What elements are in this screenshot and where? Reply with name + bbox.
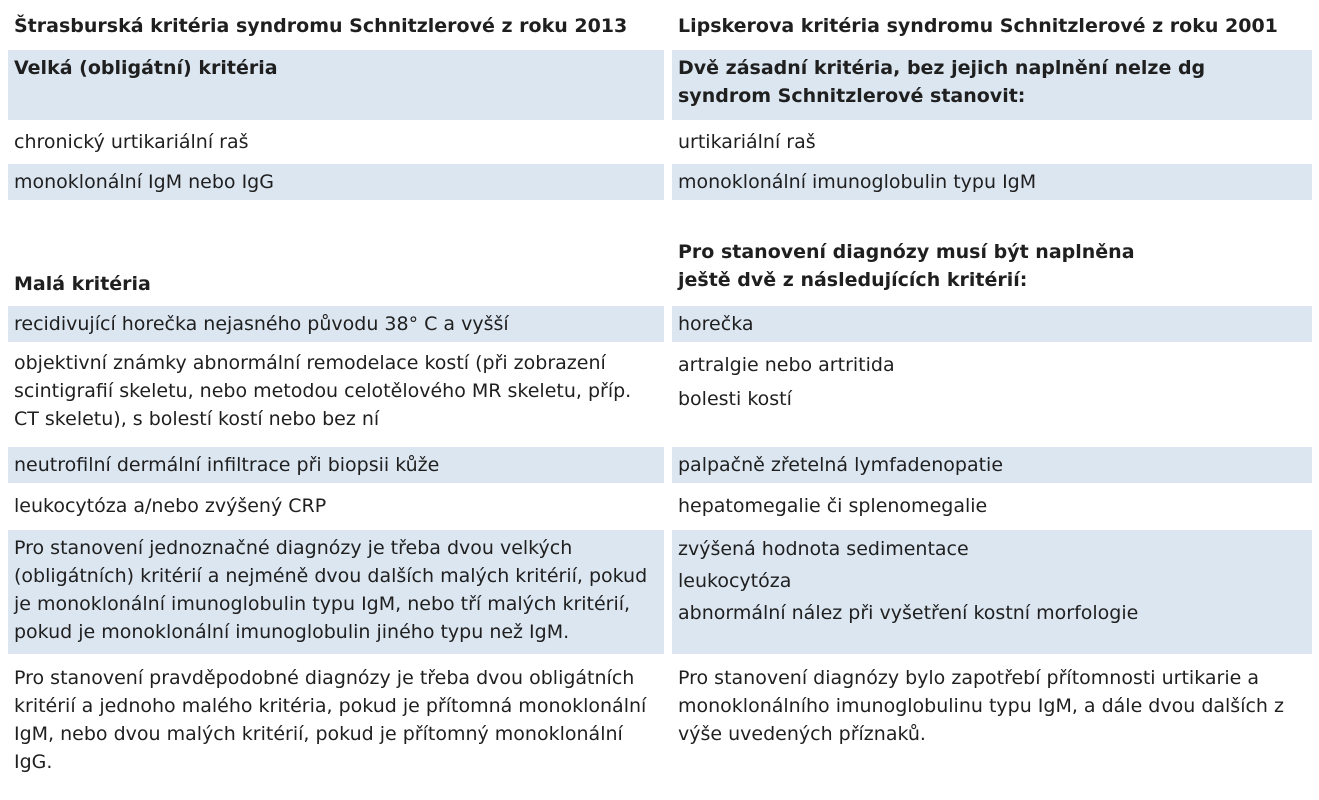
strasbourg-definite-text: Pro stanovení jednoznačné diagnózy je třeba dvou velkých (obligátních) kritérií a nejméně dvou dalších malých kritérií, pokud je monoklonální imunoglobulin typu IgM, nebo tří malých kritérií, pokud je monoklonální imunoglobulin jiného typu než IgM. bbox=[14, 537, 648, 643]
strasbourg-probable-diagnosis bbox=[8, 660, 664, 790]
lipsker-minor-item-group bbox=[672, 345, 1312, 441]
lipsker-major-item: monoklonální imunoglobulin typu IgM bbox=[672, 164, 1312, 200]
lipsker-minor-item: abnormální nález při vyšetření kostní morfologie bbox=[678, 602, 1139, 624]
lipsker-major-heading-text: Dvě zásadní kritéria, bez jejich naplnění nelze dg syndrom Schnitzlerové stanovit: bbox=[678, 57, 1206, 107]
lipsker-minor-item: hepatomegalie či splenomegalie bbox=[678, 495, 988, 517]
strasbourg-minor-item-text: objektivní známky abnormální remodelace kostí (při zobrazení scintigrafií skeletu, nebo metodou celotělového MR skeletu, příp. CT skeletu), s bolestí kostí nebo bez ní bbox=[14, 352, 632, 430]
lipsker-minor-item: bolesti kostí bbox=[678, 388, 792, 410]
lipsker-major-item: urtikariální raš bbox=[678, 131, 816, 153]
lipsker-minor-item-group bbox=[672, 530, 1312, 654]
lipsker-title: Lipskerova kritéria syndromu Schnitzlerové z roku 2001 bbox=[678, 15, 1278, 37]
lipsker-minor-item: leukocytóza bbox=[678, 570, 792, 592]
strasbourg-major-heading: Velká (obligátní) kritéria bbox=[8, 50, 664, 120]
strasbourg-definite-diagnosis bbox=[8, 530, 664, 654]
strasbourg-minor-item: recidivující horečka nejasného původu 38° C a vyšší bbox=[8, 306, 664, 342]
strasbourg-major-item: monoklonální IgM nebo IgG bbox=[8, 164, 664, 200]
lipsker-summary bbox=[672, 660, 1312, 760]
lipsker-minor-item: zvýšená hodnota sedimentace bbox=[678, 538, 969, 560]
strasbourg-title: Štrasburská kritéria syndromu Schnitzlerové z roku 2013 bbox=[14, 15, 628, 37]
strasbourg-probable-text: Pro stanovení pravděpodobné diagnózy je třeba dvou obligátních kritérií a jednoho malého kritéria, pokud je přítomná monoklonální IgM, nebo dvou malých kritérií, pokud je přítomný monoklonální IgG. bbox=[14, 667, 647, 773]
lipsker-major-heading bbox=[672, 50, 1312, 120]
strasbourg-minor-item: leukocytóza a/nebo zvýšený CRP bbox=[14, 495, 327, 517]
lipsker-minor-heading-text: Pro stanovení diagnózy musí být naplněna ještě dvě z následujících kritérií: bbox=[678, 241, 1135, 291]
lipsker-minor-item: horečka bbox=[672, 306, 1312, 342]
lipsker-summary-text: Pro stanovení diagnózy bylo zapotřebí přítomnosti urtikarie a monoklonálního imunoglobulinu typu IgM, a dále dvou dalších z výše uvedených příznaků. bbox=[678, 667, 1284, 745]
strasbourg-minor-item: neutrofilní dermální infiltrace při biopsii kůže bbox=[8, 447, 664, 483]
strasbourg-minor-heading: Malá kritéria bbox=[14, 273, 151, 295]
lipsker-minor-item: artralgie nebo artritida bbox=[678, 354, 895, 376]
lipsker-minor-heading bbox=[672, 234, 1312, 300]
lipsker-minor-item: palpačně zřetelná lymfadenopatie bbox=[672, 447, 1312, 483]
strasbourg-minor-item bbox=[8, 345, 664, 441]
strasbourg-major-item: chronický urtikariální raš bbox=[14, 131, 249, 153]
